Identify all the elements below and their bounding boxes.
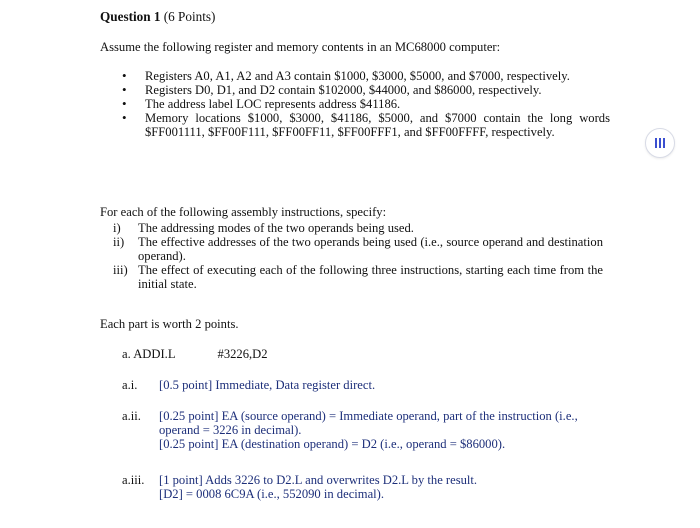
answer-a-ii xyxy=(122,409,607,451)
answer-text-destination: [0.25 point] EA (destination operand) = D2 (i.e., operand = $86000). xyxy=(159,437,506,451)
answer-text: [0.5 point] Immediate, Data register direct. xyxy=(159,378,376,392)
list-item: • Registers A0, A1, A2 and A3 contain $1000, $3000, $5000, and $7000, respectively. xyxy=(120,69,610,83)
answer-a-i xyxy=(122,378,607,392)
list-item: • Memory locations $1000, $3000, $41186, $5000, and $7000 contain the long words $FF001111, $FF00F111, $FF00FF11, $FF00FFF1, and $FF00FFFF, respectively. xyxy=(120,111,610,139)
answer-text-effect: [1 point] Adds 3226 to D2.L and overwrites D2.L by the result. xyxy=(159,473,478,487)
item-number: ii) xyxy=(113,235,125,249)
points-note: Each part is worth 2 points. xyxy=(100,317,239,331)
item-text: The addressing modes of the two operands being used. xyxy=(138,221,414,235)
register-list xyxy=(120,69,610,139)
question-title xyxy=(100,10,215,24)
part-a-heading xyxy=(122,347,268,361)
menu-button[interactable] xyxy=(645,128,675,158)
specify-list xyxy=(113,221,603,291)
list-item xyxy=(113,263,603,291)
list-item xyxy=(113,221,603,235)
list-item: • Registers D0, D1, and D2 contain $102000, $44000, and $86000, respectively. xyxy=(120,83,610,97)
list-item xyxy=(113,235,603,263)
item-number: iii) xyxy=(113,263,128,277)
part-a-label: a. ADDI.L xyxy=(122,347,176,361)
question-number: Question 1 xyxy=(100,9,161,24)
answer-label: a.i. xyxy=(122,378,138,392)
answer-text-result: [D2] = 0008 6C9A (i.e., 552090 in decimal). xyxy=(159,487,385,501)
answer-text-source: [0.25 point] EA (source operand) = Immediate operand, part of the instruction (i.e., operand = 3226 in decimal). xyxy=(159,409,578,437)
specify-intro: For each of the following assembly instructions, specify: xyxy=(100,205,387,219)
answer-a-iii xyxy=(122,473,607,501)
item-text: The effective addresses of the two operands being used (i.e., source operand and destination operand). xyxy=(138,235,603,263)
question-points: (6 Points) xyxy=(163,9,216,24)
item-number: i) xyxy=(113,221,121,235)
answer-label: a.iii. xyxy=(122,473,145,487)
list-item: • The address label LOC represents address $41186. xyxy=(120,97,610,111)
item-text: The effect of executing each of the following three instructions, starting each time from the initial state. xyxy=(138,263,603,291)
part-a-operand: #3226,D2 xyxy=(217,347,268,361)
answer-label: a.ii. xyxy=(122,409,141,423)
vertical-bars-icon xyxy=(653,137,667,149)
question-intro: Assume the following register and memory contents in an MC68000 computer: xyxy=(100,40,501,54)
